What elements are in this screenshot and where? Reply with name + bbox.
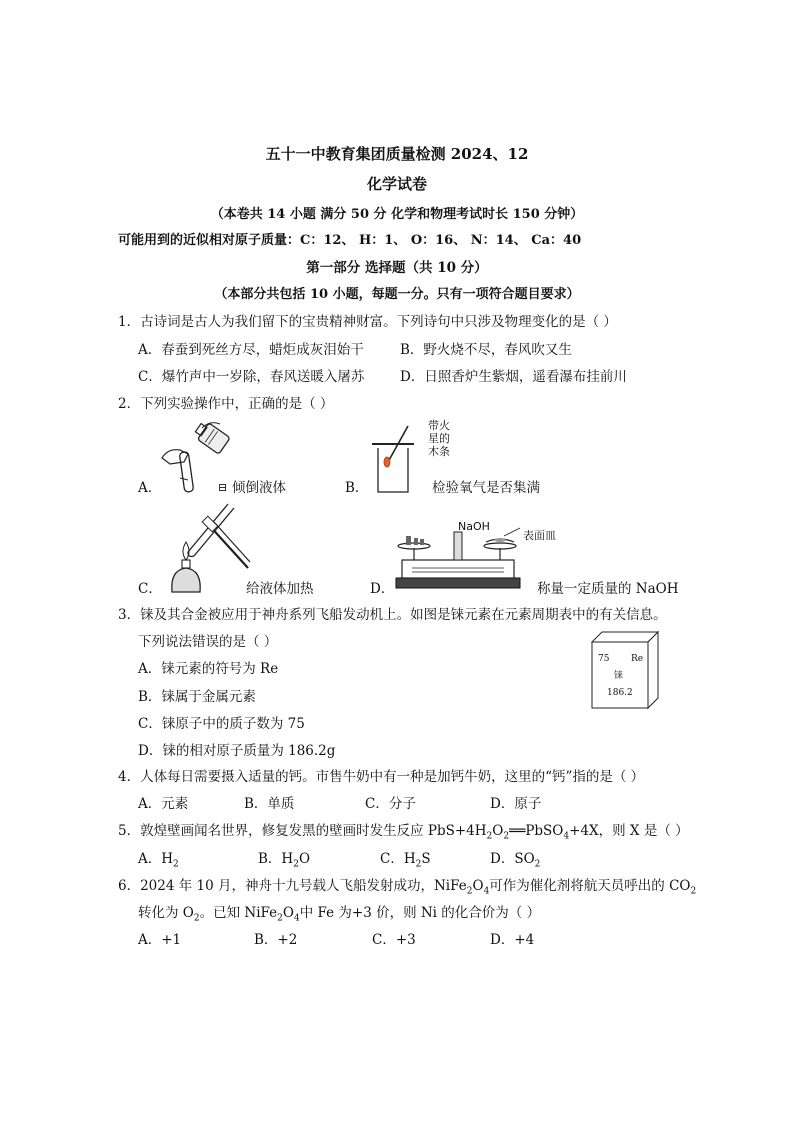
q1-stem: 1．古诗词是古人为我们留下的宝贵精神财富。下列诗句中只涉及物理变化的是（ ） [118, 314, 617, 330]
element-number: 75 [598, 654, 610, 664]
q5-stem: 5．敦煌壁画闻名世界，修复发黑的壁画时发生反应 $PbS+4H_2O_2══PbSO_4+4X$，则 X 是（ ） [118, 823, 689, 842]
splint-label-1: 带火 [428, 419, 450, 432]
q3-stem-2: 下列说法错误的是（ ） [138, 634, 278, 650]
q4-option-c[interactable]: C．分子 [365, 796, 416, 812]
q6-option-b[interactable]: B．+2 [254, 932, 298, 948]
q5-option-b[interactable]: B．$H_2O$ [258, 851, 311, 870]
section-title: 第一部分 选择题（共 10 分） [306, 260, 488, 276]
q6-option-c[interactable]: C．+3 [372, 932, 416, 948]
splint-label-3: 木条 [428, 445, 450, 458]
q1-option-d[interactable]: D．日照香炉生紫烟，遥看瀑布挂前川 [400, 369, 627, 385]
naoh-label: NaOH [458, 520, 490, 533]
element-name: 铼 [614, 671, 624, 681]
atomic-masses: 可能用到的近似相对原子质量：C：12、 H：1、 O：16、 N：14、 Ca：40 [118, 233, 582, 248]
element-symbol: Re [631, 654, 644, 664]
q2-option-b-letter[interactable]: B． [345, 480, 369, 496]
q1-option-b[interactable]: B．野火烧不尽，春风吹又生 [400, 342, 572, 358]
q6-stem-2: 转化为 $O_2$。已知 $NiFe_2O_4$中 Fe 为+3 价，则 Ni 的化合价为（ ） [138, 905, 541, 924]
q1-option-c[interactable]: C．爆竹声中一岁除，春风送暖入屠苏 [138, 369, 365, 385]
q6-stem-1: 6．2024 年 10 月，神舟十九号载人飞船发射成功，$NiFe_2O_4$可作为催化剂将航天员呼出的 $CO_2$ [118, 878, 697, 897]
q2-option-a-letter[interactable]: A． [138, 480, 162, 496]
exam-note: （本卷共 14 小题 满分 50 分 化学和物理考试时长 150 分钟） [210, 207, 584, 222]
q5-option-c[interactable]: C．$H_2S$ [380, 851, 431, 870]
q4-option-a[interactable]: A．元素 [138, 796, 189, 812]
exam-subject: 化学试卷 [366, 175, 427, 193]
q5-option-d[interactable]: D．$SO_2$ [490, 851, 541, 870]
exam-title: 五十一中教育集团质量检测 2024、12 [265, 145, 529, 163]
q4-stem: 4．人体每日需要摄入适量的钙。市售牛奶中有一种是加钙牛奶，这里的“钙”指的是（ ） [118, 769, 645, 785]
q3-option-d[interactable]: D．铼的相对原子质量为 186.2g [138, 743, 336, 759]
bottle-stopper-icon: ⊟ [218, 481, 228, 494]
q5-option-a[interactable]: A．$H_2$ [138, 851, 179, 870]
heating-liquid-figure [158, 500, 253, 595]
q1-option-a[interactable]: A．春蚕到死丝方尽，蜡炬成灰泪始干 [138, 342, 364, 358]
q3-stem-1: 3．铼及其合金被应用于神舟系列飞船发动机上。如图是铼元素在元素周期表中的有关信息。 [118, 607, 667, 623]
splint-label-2: 星的 [428, 432, 450, 445]
q3-option-a[interactable]: A．铼元素的符号为 Re [138, 661, 279, 677]
q2-stem: 2．下列实验操作中，正确的是（ ） [118, 396, 334, 412]
watch-glass-label: 表面皿 [523, 529, 556, 542]
q2-option-a-caption: 倾倒液体 [232, 480, 286, 496]
q3-option-c[interactable]: C．铼原子中的质子数为 75 [138, 716, 305, 732]
q3-option-b[interactable]: B．铼属于金属元素 [138, 689, 256, 705]
q2-option-c-letter[interactable]: C． [138, 581, 162, 597]
q2-option-d-letter[interactable]: D． [370, 581, 395, 597]
section-instructions: （本部分共包括 10 小题，每题一分。只有一项符合题目要求） [214, 287, 580, 302]
q6-option-a[interactable]: A．+1 [138, 932, 182, 948]
q4-option-b[interactable]: B．单质 [244, 796, 295, 812]
q2-option-d-caption: 称量一定质量的 NaOH [537, 581, 679, 597]
q2-option-b-caption: 检验氧气是否集满 [432, 480, 540, 496]
q6-option-d[interactable]: D．+4 [490, 932, 535, 948]
element-mass: 186.2 [607, 688, 633, 698]
q2-option-c-caption: 给液体加热 [246, 581, 314, 597]
q4-option-d[interactable]: D．原子 [490, 796, 542, 812]
